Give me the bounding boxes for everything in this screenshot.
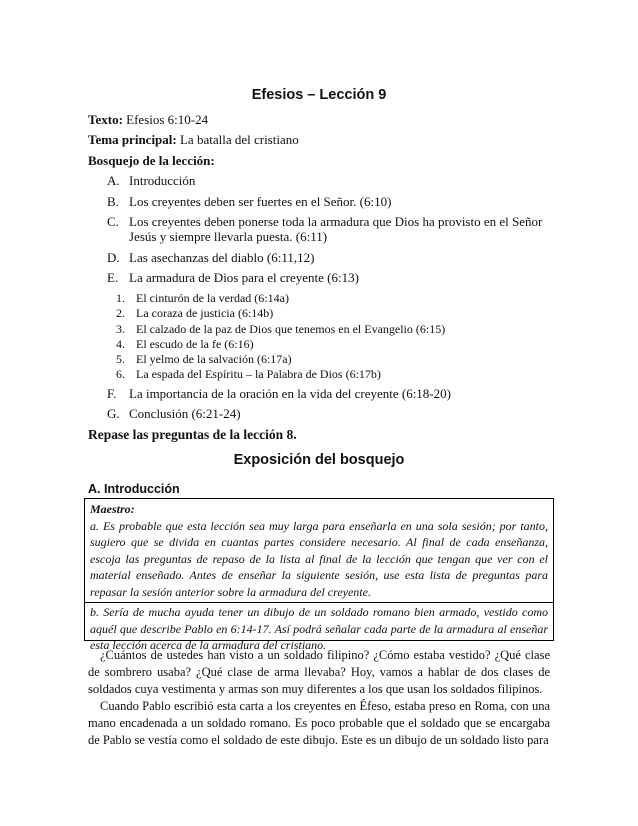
- lesson-title: Efesios – Lección 9: [251, 87, 387, 103]
- maestro-para-a: a. Es probable que esta lección sea muy larga para enseñarla en una sola sesión; por tanto, sugiero que se divida en cuantas partes considere necesario. Al final de cada enseñanza, escoja las preguntas de repaso de la lista al final de la lección que tengan que ver con el material enseñado. Antes de enseñar la siguiente sesión, use esta lista de preguntas para repasar la sesión anterior sobre la armadura del creyente.: [90, 518, 548, 599]
- outline-text-cont: Jesús y siempre llevarla puesta. (6:11): [129, 229, 328, 244]
- tema-line: [88, 132, 299, 148]
- outline-letter: F.: [107, 386, 117, 401]
- outline-letter: B.: [107, 194, 119, 209]
- armor-text: El calzado de la paz de Dios que tenemos en el Evangelio (6:15): [136, 322, 446, 336]
- maestro-label: Maestro:: [90, 502, 135, 516]
- armor-number: 2.: [116, 306, 125, 320]
- armor-text: El escudo de la fe (6:16): [136, 337, 254, 351]
- outline-text: La armadura de Dios para el creyente (6:13): [129, 270, 359, 285]
- tema-value: La batalla del cristiano: [179, 132, 299, 147]
- outline-text: Los creyentes deben ponerse toda la armadura que Dios ha provisto en el Señor: [129, 214, 543, 229]
- maestro-divider: [85, 602, 553, 603]
- armor-number: 3.: [116, 322, 125, 336]
- maestro-note-box: [84, 498, 554, 652]
- bosquejo-label: Bosquejo de la lección:: [88, 153, 215, 168]
- outline-letter: E.: [107, 270, 119, 285]
- outline-text: La importancia de la oración en la vida del creyente (6:18-20): [129, 386, 451, 401]
- armor-text: La coraza de justicia (6:14b): [136, 306, 274, 320]
- outline-letter: D.: [107, 250, 120, 265]
- armor-number: 4.: [116, 337, 125, 351]
- body-paragraph-2: Cuando Pablo escribió esta carta a los creyentes en Éfeso, estaba preso en Roma, con una mano encadenada a un soldado romano. Es poco probable que el soldado que se encargaba de Pablo se vestía como el soldado de este dibujo. Este es un dibujo de un soldado listo para: [88, 699, 550, 747]
- tema-label: Tema principal:: [88, 132, 177, 147]
- armor-text: El cinturón de la verdad (6:14a): [136, 291, 289, 305]
- repase-line: Repase las preguntas de la lección 8.: [88, 427, 297, 442]
- outline-text: Conclusión (6:21-24): [129, 406, 241, 421]
- texto-label: Texto:: [88, 112, 123, 127]
- armor-text: La espada del Espíritu – la Palabra de Dios (6:17b): [136, 367, 381, 381]
- outline-letter: G.: [107, 406, 120, 421]
- armor-number: 6.: [116, 367, 125, 381]
- armor-number: 1.: [116, 291, 125, 305]
- exposicion-title: Exposición del bosquejo: [233, 452, 405, 468]
- armor-text: El yelmo de la salvación (6:17a): [136, 352, 292, 366]
- section-a-title: A. Introducción: [88, 482, 180, 496]
- outline-text: Los creyentes deben ser fuertes en el Señor. (6:10): [129, 194, 392, 209]
- body-paragraph-1: ¿Cuántos de ustedes han visto a un soldado filipino? ¿Cómo estaba vestido? ¿Qué clase de sombrero usaba? ¿Qué clase de arma llevaba? Hoy, vamos a hablar de dos clases de soldados cuya vestimenta y armas son muy diferentes a los que usan los soldados filipinos.: [88, 648, 550, 696]
- outline-letter: A.: [107, 173, 120, 188]
- outline-text: Introducción: [129, 173, 196, 188]
- outline-letter: C.: [107, 214, 119, 229]
- maestro-para-b: b. Sería de mucha ayuda tener un dibujo de un soldado romano bien armado, vestido como aquél que describe Pablo en 6:14-17. Así podrá señalar cada parte de la armadura al enseñar esta lección acerca de la armadura del cristiano.: [90, 605, 548, 652]
- texto-value: Efesios 6:10-24: [126, 112, 209, 127]
- texto-line: [88, 112, 208, 128]
- armor-number: 5.: [116, 352, 125, 366]
- outline-text: Las asechanzas del diablo (6:11,12): [129, 250, 315, 265]
